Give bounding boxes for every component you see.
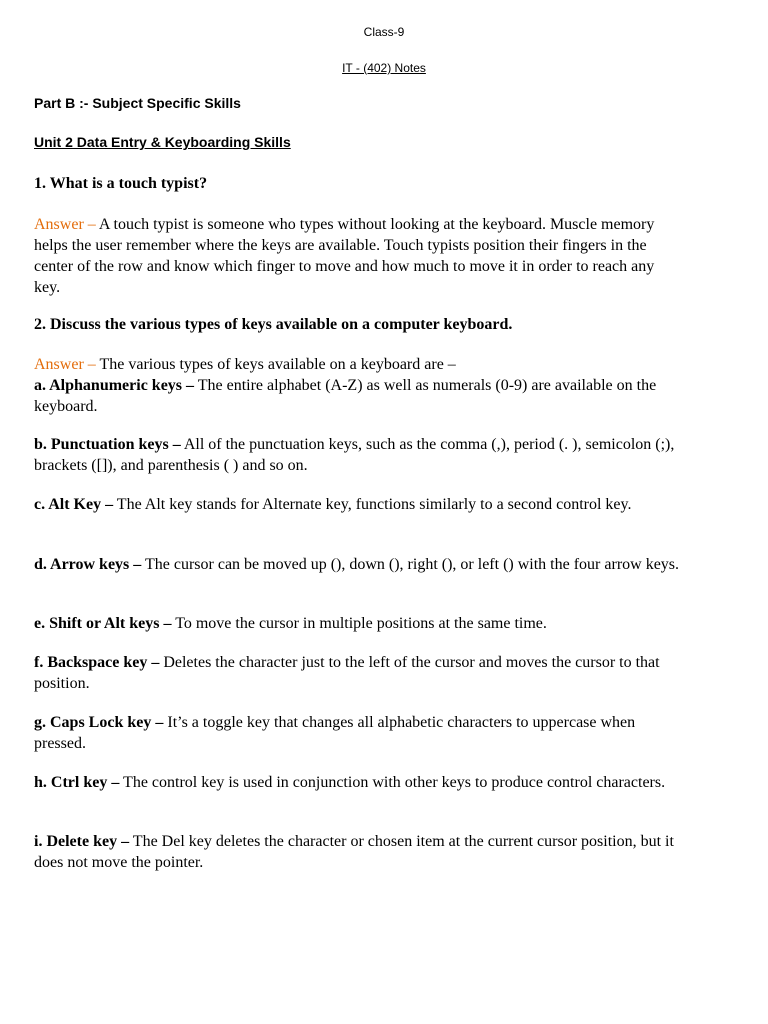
- answer-2-intro-text: The various types of keys available on a keyboard are –: [95, 356, 456, 373]
- key-term: c. Alt Key –: [34, 496, 114, 513]
- key-term: h. Ctrl key –: [34, 774, 120, 791]
- key-item-backspace: [34, 652, 684, 694]
- key-item-arrow: [34, 554, 684, 575]
- key-desc: The Del key deletes the character or chosen item at the current cursor position, but it does not move the pointer.: [34, 833, 674, 871]
- key-desc: All of the punctuation keys, such as the comma (,), period (. ), semicolon (;), brackets ([]), and parenthesis ( ) and so on.: [34, 436, 675, 474]
- answer-1-text: A touch typist is someone who types without looking at the keyboard. Muscle memory helps the user remember where the keys are available. Touch typists position their fingers in the center of the row and know which finger to move and how much to move it in order to reach any key.: [34, 216, 655, 296]
- part-heading: Part B :- Subject Specific Skills: [34, 95, 241, 111]
- key-term: b. Punctuation keys –: [34, 436, 181, 453]
- key-item-punctuation: [34, 434, 684, 476]
- key-term: g. Caps Lock key –: [34, 714, 164, 731]
- key-desc: The entire alphabet (A-Z) as well as numerals (0-9) are available on the keyboard.: [34, 377, 657, 415]
- key-desc: The control key is used in conjunction with other keys to produce control characters.: [119, 774, 666, 791]
- subject-title: IT - (402) Notes: [342, 61, 426, 75]
- key-item-shift-alt: [34, 613, 684, 634]
- key-item-delete: [34, 831, 684, 873]
- question-2: 2. Discuss the various types of keys available on a computer keyboard.: [34, 316, 513, 333]
- key-term: a. Alphanumeric keys –: [34, 377, 195, 394]
- question-1: 1. What is a touch typist?: [34, 175, 208, 192]
- class-label: Class-9: [363, 25, 405, 39]
- key-desc: To move the cursor in multiple positions at the same time.: [171, 615, 547, 632]
- key-term: i. Delete key –: [34, 833, 130, 850]
- key-item-alphanumeric: [34, 375, 684, 417]
- key-term: d. Arrow keys –: [34, 556, 142, 573]
- key-desc: The cursor can be moved up (), down (), right (), or left () with the four arrow keys.: [141, 556, 680, 573]
- key-item-alt: [34, 494, 684, 515]
- key-desc: The Alt key stands for Alternate key, functions similarly to a second control key.: [113, 496, 632, 513]
- answer-2-intro: [34, 354, 684, 375]
- key-item-ctrl: [34, 772, 684, 793]
- key-desc: Deletes the character just to the left of the cursor and moves the cursor to that position.: [34, 654, 660, 692]
- answer-label: Answer –: [34, 216, 96, 233]
- key-term: e. Shift or Alt keys –: [34, 615, 172, 632]
- unit-heading: Unit 2 Data Entry & Keyboarding Skills: [34, 134, 291, 150]
- key-desc: It’s a toggle key that changes all alphabetic characters to uppercase when pressed.: [34, 714, 636, 752]
- answer-1: [34, 214, 684, 298]
- key-item-caps-lock: [34, 712, 684, 754]
- key-term: f. Backspace key –: [34, 654, 160, 671]
- answer-label: Answer –: [34, 356, 96, 373]
